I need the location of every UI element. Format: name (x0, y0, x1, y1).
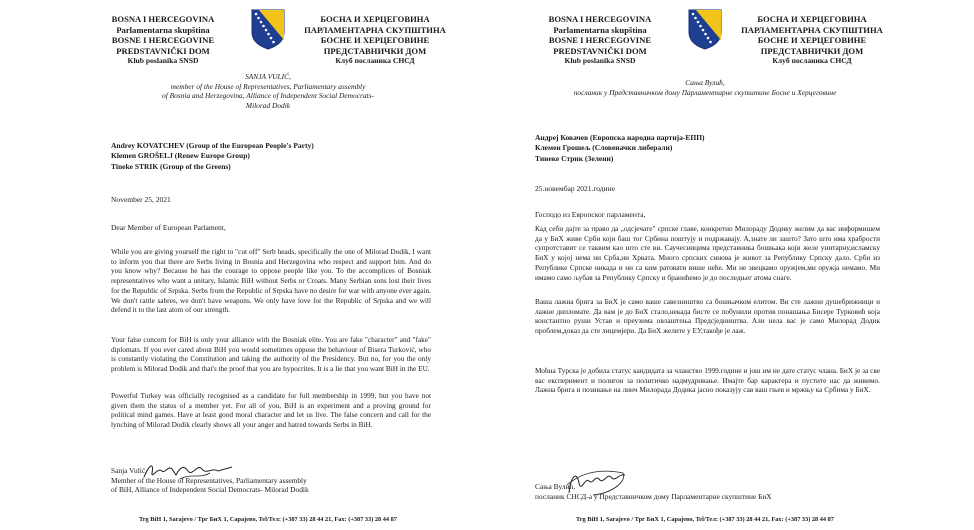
letterhead-line: БОСНА И ХЕРЦЕГОВИНА (320, 14, 430, 24)
letter-footer: Trg BiH 1, Sarajevo / Трг БиХ 1, Сарајево, Tel/Тел: (+387 33) 28 44 21, Fax: (+387 33) 28 44 87 (576, 516, 834, 523)
bih-coat-of-arms-icon (250, 8, 286, 50)
sender-line: of Bosnia and Herzegovina, Alliance of Independent Social Democrats- Milorad Dodik (162, 91, 374, 110)
letterhead-line: Parlamentarna skupština (116, 24, 210, 35)
letterhead-line: БОСНЕ И ХЕРЦЕГОВИНЕ (757, 35, 867, 46)
body-paragraph: While you are giving yourself the right to "cut off" Serb heads, specifically the one of Milorad Dodik, I want to inform you that there are Serbs living in Bosnia and Herzegovina who respect and support him. And do you know why? Because he has the courage to oppose people like you. To the accomplices of Bosniak representatives who want a unitary, Islamic BiH without Serbs or Croats. Many Serbian sons lost their lives for the Republic of Srpska. Serbs from the Republic of Srpska have no desire for war with anyone ever again. We don't rattle sabres, we don't have weapons. We only have love for the Republic of Srpska and we will defend it to the last atom of our strength. (111, 247, 431, 315)
letterhead-cyrillic (737, 14, 887, 67)
sender-line: посланик у Представничком дому Парламентарне скупштине Босне и Херцеговине (573, 87, 837, 97)
body-paragraph: Powerful Turkey was officially recognised as a candidate for full membership in 1999, but you have not given them the status of a member yet. For all of you, BiH is an experiment and a proving ground for political mind games. Have at least good moral character and let us live. The false concern and call for the lynching of Milorad Dodik clearly shows all your anger and hatred towards Serbs in BiH. (111, 391, 431, 430)
letterhead (78, 4, 458, 64)
letterhead-club: Клуб посланика СНСД (335, 56, 415, 66)
recipient: Тинеке Стрик (Зелени) (535, 153, 614, 163)
letterhead-line: PREDSTAVNIČKI DOM (553, 45, 647, 56)
sender-block (535, 78, 875, 97)
letterhead-latin (88, 14, 238, 67)
letterhead-club: Klub poslanika SNSD (127, 56, 199, 66)
letterhead-club: Клуб посланика СНСД (772, 56, 852, 66)
letterhead-line: BOSNA I HERCEGOVINA (111, 14, 215, 24)
letterhead-line: ПАРЛАМЕНТАРНА СКУПШТИНА (304, 24, 446, 35)
closing-line: Sanja Vulić, (111, 466, 147, 475)
letterhead-line: ПРЕДСТАВНИЧКИ ДОМ (760, 45, 864, 56)
letterhead-line: BOSNE I HERCEGOVINE (111, 35, 215, 46)
sender-line: Сања Вулић, (685, 78, 725, 87)
letterhead-line: BOSNE I HERCEGOVINE (548, 35, 652, 46)
body-paragraph: Ваша лажна брига за БиХ је само ваше савезништво са бошњачком елитом. Ви сте лажни душебрижници и лажне дипломате. Да вам је до БиХ стало,некада бисте се побунили против понашања Бисере Турковић која константно руши Устав и преузима овлаштења Предсједништва. Али нела вас је само Милорад Додик проблем,доказ да сте лицемјери. Да БиХ желите у ЕУ,такође је лаж. (535, 297, 880, 336)
letterhead-latin (525, 14, 675, 67)
letterhead-cyrillic (300, 14, 450, 67)
letter-date: 25.новембар 2021.године (535, 184, 615, 193)
body-paragraph: Моћна Турска је добила статус кандидата за чланство 1999.године и још им не дате статус члана. БиХ је за све вас експеримент и полигон за политичко надмудривање. Имајте бар карактера и пустите нас да живимо. Лажна брига и позивање на линч Милорада Додика јасно показују сав ваш гњев и мржњу ка Србима у БиХ. (535, 366, 880, 395)
closing-line: посланик СНСД-а у Представничком дому Парламентарне скупштине БиХ (535, 491, 772, 501)
body-paragraph: Кад себи дајте за право да „одсјечате" српске главе, конкретно Милораду Додику желим да вас информишем да у БиХ живе Срби који баш тог Србина поштују и подржавају. А,знате ли зашто? Зато што има храбрости супротставит се таквим као што сте ви. Саучесницима представника бошњака који желе унитарну,исламску БиХ у којој нема ни Срба,ни Хрвата. Много српских синова је живот за Републику Српску дало. Срби из Републике Српске никада и ни са ким ратовати више неће. Ми не звецкамо оружјем,ми оружја немамо. Ми имамо само љубав за Републику Српску и бранићемо је до последњег атома снаге. (535, 224, 880, 282)
letterhead-line: БОСНА И ХЕРЦЕГОВИНА (757, 14, 867, 24)
letter-date: November 25, 2021 (111, 195, 171, 204)
letter-english (78, 4, 458, 526)
recipient: Клемен Грошељ (Словеначки либерали) (535, 143, 673, 153)
recipient: Klemen GROŠELJ (Renew Europe Group) (111, 151, 250, 161)
sender-line: member of the House of Representatives, Parliamentary assembly (170, 81, 366, 91)
letterhead-line: PREDSTAVNIČKI DOM (116, 45, 210, 56)
sender-line: SANJA VULIĆ, (245, 72, 291, 81)
closing-line: Member of the House of Representatives, Parliamentary assembly (111, 475, 307, 485)
recipients (535, 133, 705, 164)
letter-serbian (515, 4, 895, 526)
sender-block (153, 72, 383, 110)
salutation: Господо из Европског парламента, (535, 210, 646, 219)
bih-coat-of-arms-icon (687, 8, 723, 50)
closing-block (111, 466, 309, 495)
letterhead-line: Parlamentarna skupština (553, 24, 647, 35)
letterhead-club: Klub poslanika SNSD (564, 56, 636, 66)
letterhead-line: ПАРЛАМЕНТАРНА СКУПШТИНА (741, 24, 883, 35)
closing-line: Сања Вулић, (535, 482, 576, 491)
recipient: Andrey KOVATCHEV (Group of the European People's Party) (111, 141, 314, 150)
recipients (111, 141, 314, 172)
closing-line: of BiH, Alliance of Independent Social Democrats- Milorad Dodik (111, 485, 309, 495)
salutation: Dear Member of European Parlament, (111, 223, 226, 232)
recipient: Tineke STRIK (Group of the Greens) (111, 161, 231, 171)
letterhead-line: BOSNA I HERCEGOVINA (548, 14, 652, 24)
body-paragraph: Your false concern for BiH is only your alliance with the Bosniak elite. You are fake "character" and "fake" diplomats. If you ever cared about BiH you would sometimes oppose the behaviour of Bisera Turković, who is constantly violating the Constitution and taking the authority of the Presidency. But no, for you the only problem is Milorad Dodik and that's the proof that you are hypocrites. It is a lie that you want BiH in the EU. (111, 335, 431, 374)
closing-block (535, 482, 772, 501)
letter-footer: Trg BiH 1, Sarajevo / Трг БиХ 1, Сарајево, Tel/Тел: (+387 33) 28 44 21, Fax: (+387 33) 28 44 87 (139, 516, 397, 523)
letterhead-line: ПРЕДСТАВНИЧКИ ДОМ (323, 45, 427, 56)
letterhead-line: БОСНЕ И ХЕРЦЕГОВИНЕ (320, 35, 430, 46)
letterhead (515, 4, 895, 64)
recipient: Андреј Ковачев (Европска народна партија-ЕПП) (535, 133, 705, 142)
